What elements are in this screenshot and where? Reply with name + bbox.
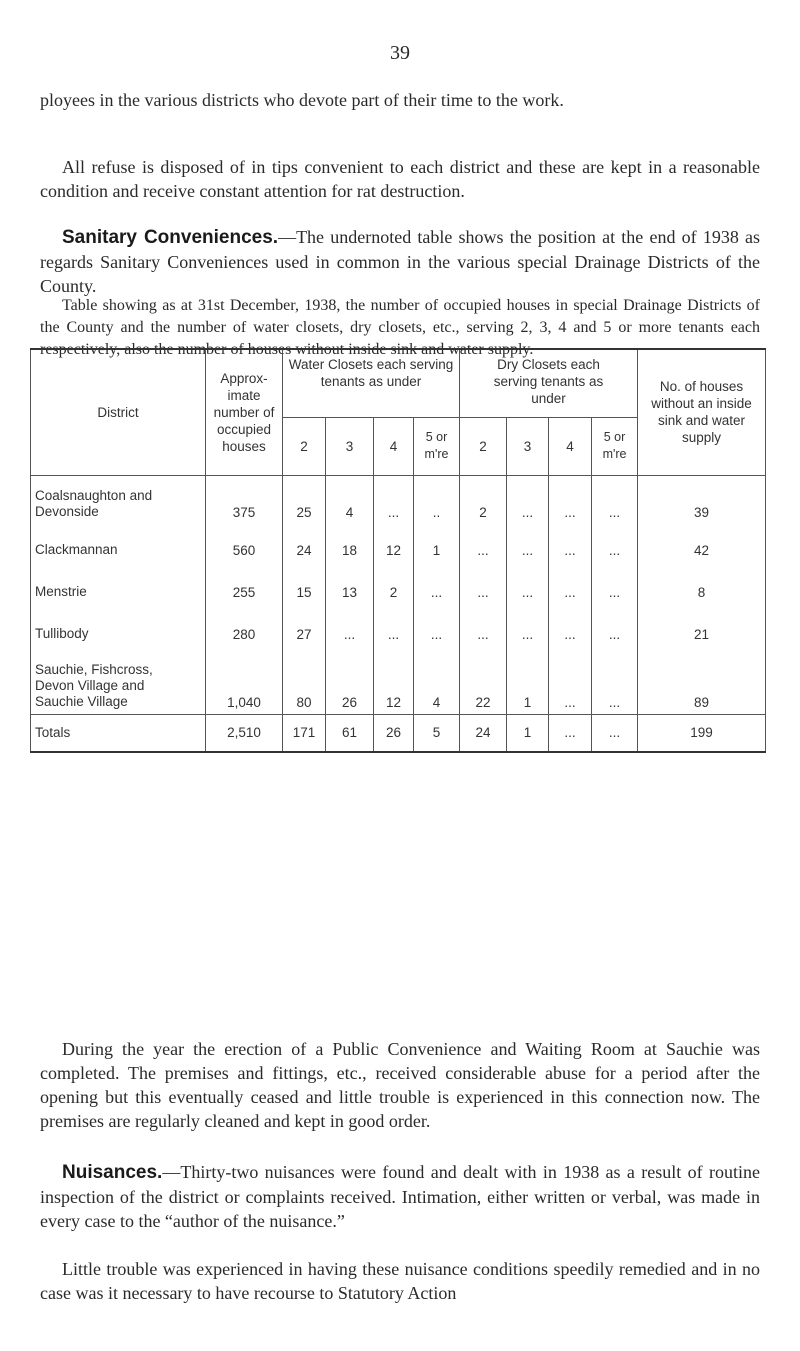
- sanitary-conveniences-table: [30, 348, 766, 753]
- dc-cell: 22: [460, 646, 507, 715]
- header-dc-2: 2: [460, 417, 507, 475]
- no-sink-cell: 89: [638, 646, 766, 715]
- wc-cell: 12: [374, 520, 414, 562]
- wc-cell: ...: [414, 562, 460, 604]
- district-cell: Menstrie: [31, 562, 206, 604]
- dc-cell: ...: [460, 562, 507, 604]
- wc-cell: 2: [374, 562, 414, 604]
- header-houses: Approx-imate number of occupied houses: [206, 349, 283, 475]
- district-cell: Sauchie, Fishcross, Devon Village and Sauchie Village: [31, 646, 206, 715]
- district-cell: Tullibody: [31, 604, 206, 646]
- table-row: [31, 646, 766, 715]
- no-sink-cell: 8: [638, 562, 766, 604]
- table-row: [31, 520, 766, 562]
- wc-cell: 15: [283, 562, 326, 604]
- wc-cell: ...: [414, 604, 460, 646]
- totals-no-sink: 199: [638, 714, 766, 752]
- houses-cell: 1,040: [206, 646, 283, 715]
- houses-cell: 375: [206, 475, 283, 520]
- nuisances-paragraph: [40, 1160, 760, 1233]
- totals-wc-cell: 5: [414, 714, 460, 752]
- header-district: District: [31, 349, 206, 475]
- table-row: [31, 604, 766, 646]
- table-row: [31, 562, 766, 604]
- no-sink-cell: 39: [638, 475, 766, 520]
- header-wc-3: 3: [326, 417, 374, 475]
- header-dc-3: 3: [507, 417, 549, 475]
- wc-cell: 4: [414, 646, 460, 715]
- header-dc-5plus: 5 or m're: [592, 417, 638, 475]
- wc-cell: ...: [374, 475, 414, 520]
- totals-dc-cell: ...: [592, 714, 638, 752]
- totals-houses: 2,510: [206, 714, 283, 752]
- totals-row: [31, 714, 766, 752]
- table-row: [31, 475, 766, 520]
- closing-paragraph: Little trouble was experienced in having these nuisance conditions speedily remedied and in no case was it necessary to have recourse to Statutory Action: [40, 1259, 760, 1303]
- dc-cell: ...: [592, 646, 638, 715]
- wc-cell: 26: [326, 646, 374, 715]
- dc-cell: ...: [507, 562, 549, 604]
- totals-dc-cell: 24: [460, 714, 507, 752]
- totals-dc-cell: 1: [507, 714, 549, 752]
- district-cell: Clackmannan: [31, 520, 206, 562]
- nuisances-text: —Thirty-two nuisances were found and dealt with in 1938 as a result of routine inspection of the district or complaints received. Intimation, either written or verbal, was made in every case to the “author of the nuisance.”: [40, 1162, 760, 1231]
- dc-cell: ...: [549, 646, 592, 715]
- dc-cell: ...: [592, 562, 638, 604]
- dc-cell: ...: [507, 475, 549, 520]
- houses-cell: 255: [206, 562, 283, 604]
- dc-cell: ...: [592, 604, 638, 646]
- totals-label: Totals: [31, 714, 206, 752]
- totals-wc-cell: 26: [374, 714, 414, 752]
- houses-cell: 560: [206, 520, 283, 562]
- dc-cell: ...: [460, 520, 507, 562]
- sanitary-heading: Sanitary Conveniences.: [62, 227, 279, 248]
- wc-cell: ..: [414, 475, 460, 520]
- dc-cell: ...: [549, 604, 592, 646]
- totals-wc-cell: 61: [326, 714, 374, 752]
- dc-cell: ...: [592, 475, 638, 520]
- wc-cell: 18: [326, 520, 374, 562]
- public-convenience-paragraph: During the year the erection of a Public Convenience and Waiting Room at Sauchie was completed. The premises and fittings, etc., received considerable abuse for a period after the opening but this eventually ceased and little trouble is experienced in this connection now. The premises are regularly cleaned and kept in good order.: [40, 1039, 760, 1131]
- header-wc-2: 2: [283, 417, 326, 475]
- header-water-closets: Water Closets each serving tenants as under: [283, 349, 460, 417]
- wc-cell: 80: [283, 646, 326, 715]
- header-dc-4: 4: [549, 417, 592, 475]
- totals-wc-cell: 171: [283, 714, 326, 752]
- intro-paragraph: ployees in the various districts who devote part of their time to the work.: [40, 90, 564, 110]
- header-wc-5plus: 5 or m're: [414, 417, 460, 475]
- page-number: 39: [390, 42, 410, 64]
- wc-cell: 24: [283, 520, 326, 562]
- dc-cell: ...: [507, 604, 549, 646]
- header-wc-4: 4: [374, 417, 414, 475]
- table-caption: Table showing as at 31st December, 1938, the number of occupied houses in special Drainage Districts of the County and the number of water closets, dry closets, etc., serving 2, 3, 4 and 5 or more tenants each respectively, also the number of houses without inside sink and water supply.: [40, 297, 760, 358]
- dc-cell: ...: [549, 562, 592, 604]
- wc-cell: 4: [326, 475, 374, 520]
- sanitary-text: —The undernoted table shows the position at the end of 1938 as regards Sanitary Conveniences used in common in the various special Drainage Districts of the County.: [40, 227, 760, 296]
- no-sink-cell: 42: [638, 520, 766, 562]
- wc-cell: 1: [414, 520, 460, 562]
- dc-cell: ...: [460, 604, 507, 646]
- dc-cell: ...: [592, 520, 638, 562]
- wc-cell: 13: [326, 562, 374, 604]
- sanitary-paragraph: [40, 225, 760, 298]
- dc-cell: ...: [549, 475, 592, 520]
- header-no-sink: No. of houses without an inside sink and water supply: [638, 349, 766, 475]
- header-dry-closets: Dry Closets each serving tenants as under: [460, 349, 638, 417]
- dc-cell: ...: [507, 520, 549, 562]
- wc-cell: ...: [326, 604, 374, 646]
- district-cell: Coalsnaughton and Devonside: [31, 475, 206, 520]
- no-sink-cell: 21: [638, 604, 766, 646]
- totals-dc-cell: ...: [549, 714, 592, 752]
- wc-cell: 25: [283, 475, 326, 520]
- dc-cell: ...: [549, 520, 592, 562]
- wc-cell: 12: [374, 646, 414, 715]
- dc-cell: 2: [460, 475, 507, 520]
- wc-cell: ...: [374, 604, 414, 646]
- dc-cell: 1: [507, 646, 549, 715]
- nuisances-heading: Nuisances.: [62, 1162, 163, 1183]
- wc-cell: 27: [283, 604, 326, 646]
- refuse-paragraph: All refuse is disposed of in tips convenient to each district and these are kept in a reasonable condition and receive constant attention for rat destruction.: [40, 157, 760, 201]
- houses-cell: 280: [206, 604, 283, 646]
